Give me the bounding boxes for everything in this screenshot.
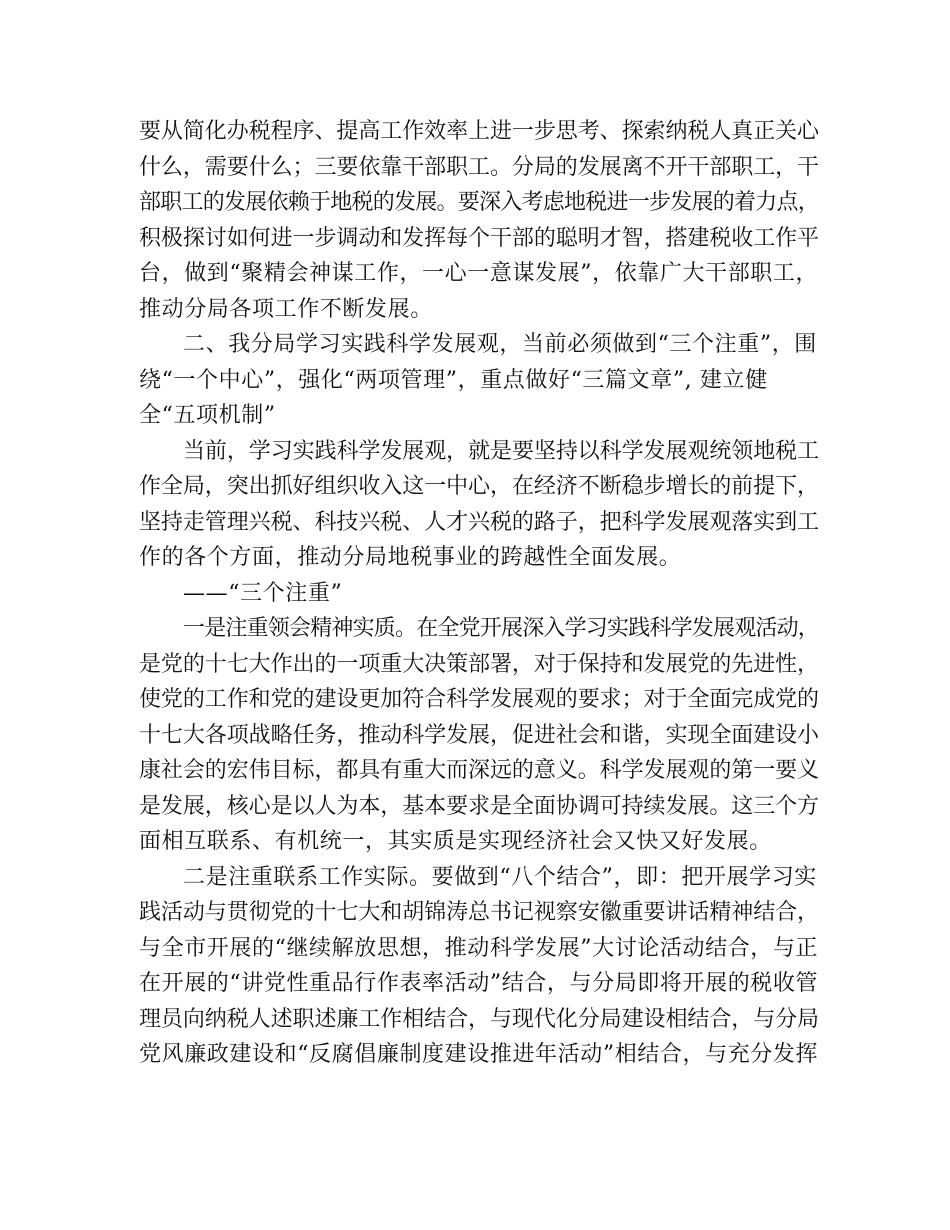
text-line: 面相互联系、有机统一，其实质是实现经济社会又快又好发展。	[139, 829, 772, 854]
text-line: 绕“一个中心”，强化“两项管理”，重点做好“三篇文章”, 建立健	[139, 367, 768, 393]
text-line: 党风廉政建设和“反腐倡廉制度建设推进年活动”相结合，与充分发挥	[139, 1042, 819, 1067]
text-line: 积极探讨如何进一步调动和发挥每个干部的聪明才智，搭建税收工作平	[139, 225, 819, 251]
text-line: 与全市开展的“继续解放思想，推动科学发展”大讨论活动结合，与正	[139, 935, 819, 961]
text-line: 在开展的“讲党性重品行作表率活动”结合，与分局即将开展的税收管	[139, 971, 819, 996]
text-line: 二、我分局学习实践科学发展观，当前必须做到“三个注重”，围	[183, 332, 817, 357]
text-line: 推动分局各项工作不断发展。	[139, 296, 433, 322]
text-line: 践活动与贯彻党的十七大和胡锦涛总书记视察安徽重要讲话精神结合，	[139, 900, 819, 925]
text-line: 是发展，核心是以人为本，基本要求是全面协调可持续发展。这三个方	[139, 793, 819, 819]
text-line: 台，做到“聚精会神谋工作，一心一意谋发展”，依靠广大干部职工，	[139, 261, 819, 286]
text-line: 二是注重联系工作实际。要做到“八个结合”，即：把开展学习实	[183, 864, 817, 890]
text-line: 作全局，突出抓好组织收入这一中心，在经济不断稳步增长的前提下，	[139, 474, 819, 499]
text-line: 理员向纳税人述职述廉工作相结合，与现代化分局建设相结合，与分局	[139, 1006, 819, 1032]
text-line: 十七大各项战略任务，推动科学发展，促进社会和谐，实现全面建设小	[139, 722, 819, 748]
text-line: 作的各个方面，推动分局地税事业的跨越性全面发展。	[139, 545, 682, 570]
text-line: ——“三个注重”	[183, 580, 343, 606]
text-line: 坚持走管理兴税、科技兴税、人才兴税的路子，把科学发展观落实到工	[139, 509, 819, 535]
text-line: 使党的工作和党的建设更加符合科学发展观的要求；对于全面完成党的	[139, 687, 819, 712]
text-line: 什么，需要什么；三要依靠干部职工。分局的发展离不开干部职工，干	[139, 154, 819, 180]
text-line: 要从简化办税程序、提高工作效率上进一步思考、探索纳税人真正关心	[139, 119, 819, 144]
text-line: 全“五项机制”	[139, 403, 276, 428]
text-line: 是党的十七大作出的一项重大决策部署，对于保持和发展党的先进性，	[139, 651, 819, 677]
text-line: 当前，学习实践科学发展观，就是要坚持以科学发展观统领地税工	[183, 438, 819, 464]
text-line: 部职工的发展依赖于地税的发展。要深入考虑地税进一步发展的着力点，	[139, 190, 819, 215]
document-text-body	[139, 114, 819, 1073]
text-line: 一是注重领会精神实质。在全党开展深入学习实践科学发展观活动，	[183, 616, 819, 641]
text-line: 康社会的宏伟目标，都具有重大而深远的意义。科学发展观的第一要义	[139, 758, 819, 783]
